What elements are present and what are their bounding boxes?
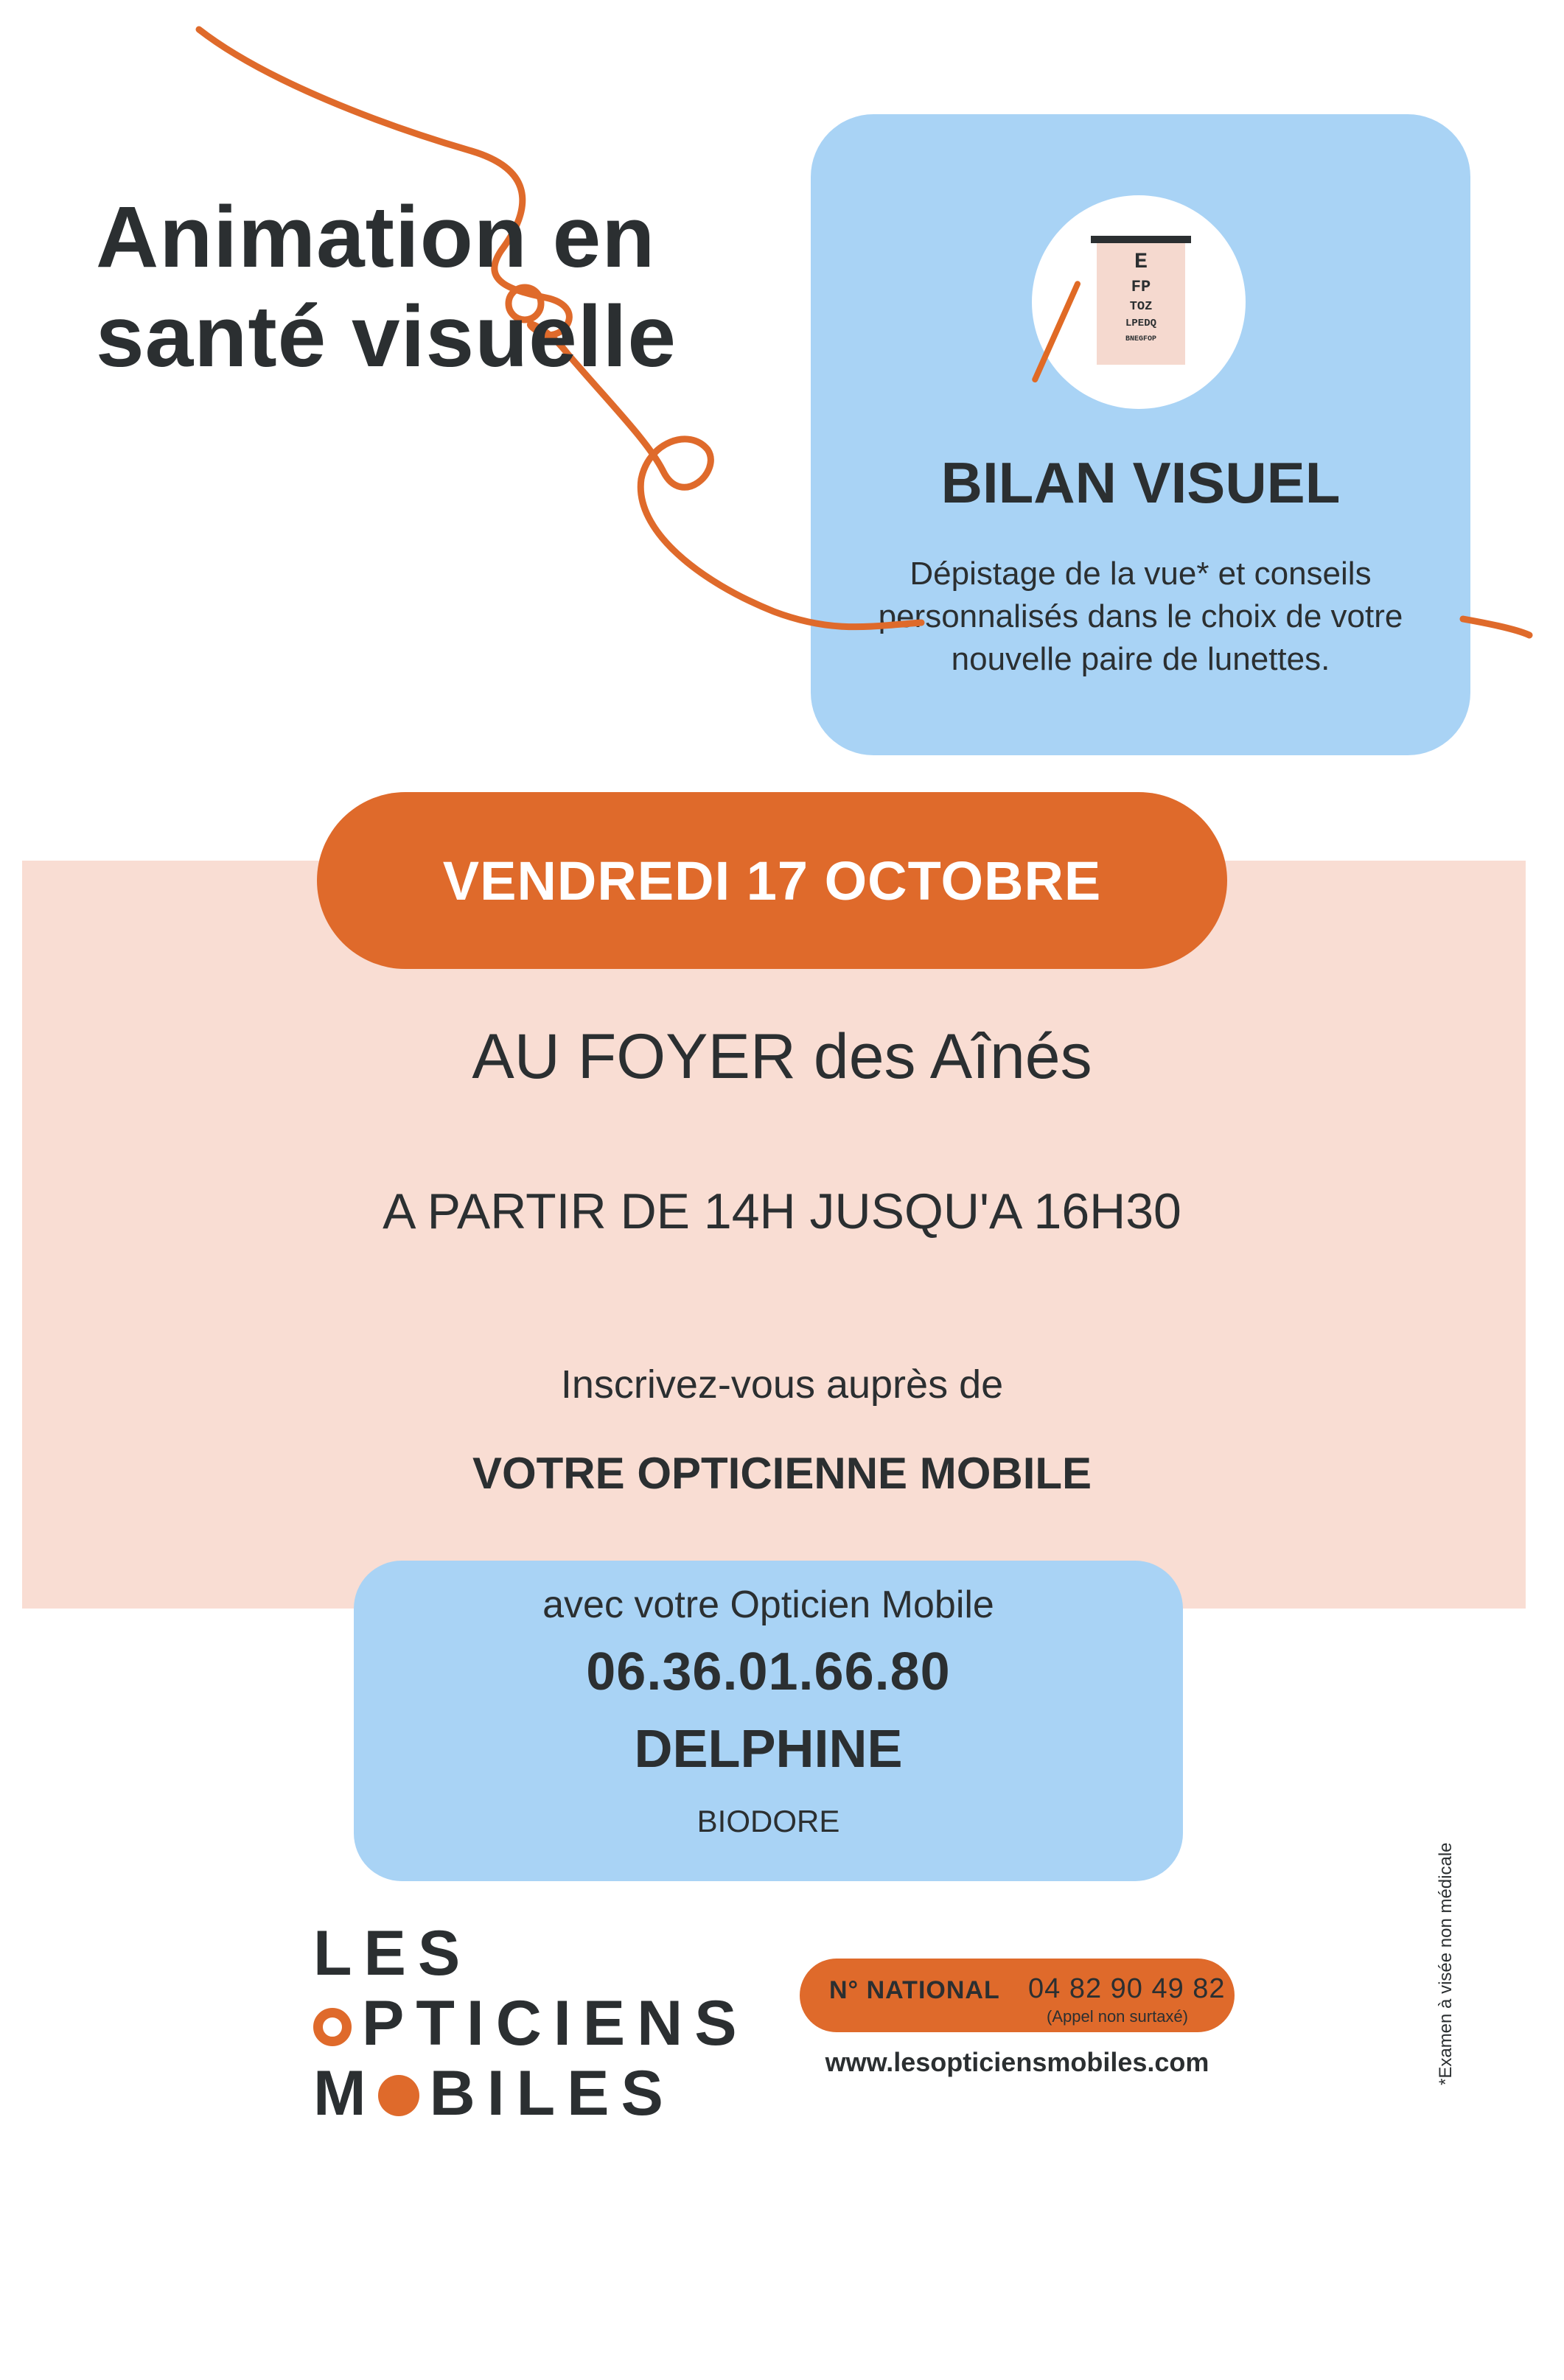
- eye-chart-line: FP: [1131, 278, 1151, 296]
- logo-row-1: LES: [313, 1918, 472, 1989]
- logo-row-3: [313, 2058, 675, 2129]
- logo-ring-icon: [313, 2008, 352, 2046]
- footnote-container: [1436, 1842, 1465, 2380]
- contact-card: [354, 1561, 1183, 1881]
- eye-chart-line: TOZ: [1129, 300, 1153, 314]
- bilan-card: [811, 114, 1470, 755]
- national-label: N° NATIONAL: [829, 1976, 1000, 2004]
- headline-line-2: santé visuelle: [96, 287, 677, 385]
- bilan-title: BILAN VISUEL: [940, 450, 1341, 515]
- event-hours: A PARTIR DE 14H JUSQU'A 16H30: [383, 1183, 1181, 1239]
- eye-chart-line: E: [1134, 250, 1148, 275]
- register-text: Inscrivez-vous auprès de: [560, 1362, 1004, 1407]
- contact-with-text: avec votre Opticien Mobile: [542, 1583, 994, 1626]
- national-number-pill: [800, 1959, 1235, 2032]
- website-link[interactable]: www.lesopticiensmobiles.com: [825, 2047, 1209, 2077]
- logo-row-2: [313, 1988, 749, 2059]
- logo-row-3-text: BILES: [429, 2058, 675, 2129]
- logo-dot-icon: [378, 2075, 419, 2116]
- logo-row-2-text: PTICIENS: [362, 1988, 749, 2059]
- event-date-pill: VENDREDI 17 OCTOBRE: [317, 792, 1227, 969]
- eye-chart-line: BNEGFOP: [1125, 335, 1156, 343]
- national-number[interactable]: 04 82 90 49 82: [1028, 1973, 1226, 2004]
- eye-chart-bar: [1091, 236, 1191, 243]
- register-target: VOTRE OPTICIENNE MOBILE: [472, 1449, 1092, 1498]
- eye-chart-line: LPEDQ: [1125, 318, 1156, 329]
- event-venue: AU FOYER des Aînés: [472, 1021, 1092, 1092]
- national-note: (Appel non surtaxé): [1047, 2007, 1188, 2026]
- bilan-description: Dépistage de la vue* et conseils personnalisés dans le choix de votre nouvelle paire de lunettes.: [878, 556, 1403, 678]
- contact-name: DELPHINE: [634, 1720, 903, 1779]
- headline: [96, 188, 818, 386]
- contact-phone[interactable]: 06.36.01.66.80: [586, 1642, 951, 1701]
- logo-row-3-first: M: [313, 2058, 378, 2129]
- headline-line-1: Animation en: [96, 189, 656, 286]
- eye-chart-icon: [1032, 195, 1246, 409]
- footnote: *Examen à visée non médicale: [1436, 1842, 1456, 2085]
- pointer-stick-icon: [1031, 280, 1081, 383]
- eye-chart-paper: [1097, 239, 1185, 365]
- contact-company: BIODORE: [697, 1804, 840, 1838]
